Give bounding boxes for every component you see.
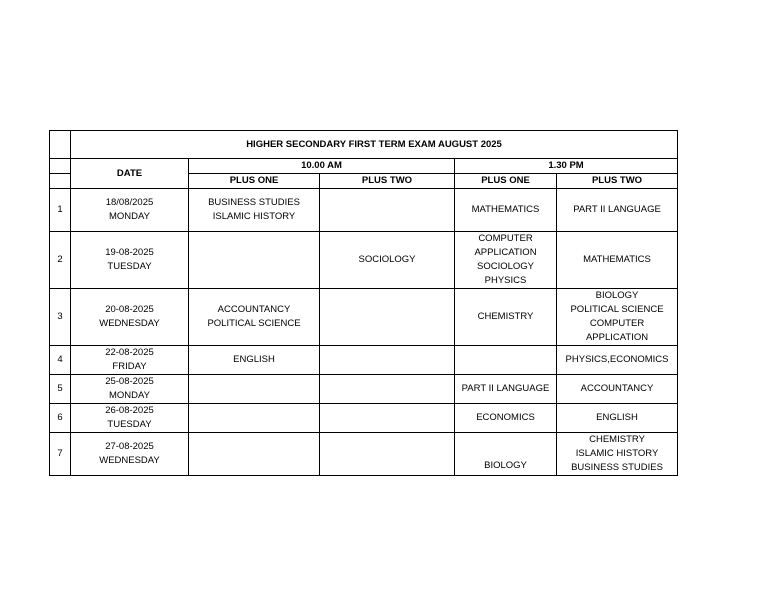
row-number: 7 — [50, 433, 71, 476]
pm-plus-one-subjects — [455, 232, 557, 289]
pm-plus-two-subjects-line: CHEMISTRY — [589, 434, 645, 445]
pm-plus-one-subjects-line: CHEMISTRY — [477, 311, 534, 322]
pm-plus-one-subjects-line: SOCIOLOGY — [476, 261, 534, 272]
am-plus-one-subjects — [189, 433, 320, 476]
am-plus-one-subjects — [189, 375, 320, 404]
am-plus-one-subjects — [189, 189, 320, 232]
pm-plus-one-subjects — [455, 404, 557, 433]
pm-plus-two-subjects — [557, 404, 678, 433]
pm-plus-two-subjects — [557, 433, 678, 476]
exam-day: TUESDAY — [107, 261, 152, 272]
am-plus-one-header: PLUS ONE — [189, 174, 320, 189]
pm-plus-one-subjects-line: APPLICATION — [474, 247, 537, 258]
date-cell — [71, 404, 189, 433]
title-row — [50, 131, 678, 159]
pm-plus-one-subjects-line: MATHEMATICS — [471, 204, 540, 215]
exam-date: 20-08-2025 — [105, 304, 154, 315]
pm-plus-one-subjects — [455, 346, 557, 375]
pm-plus-one-subjects-line: ECONOMICS — [476, 412, 535, 423]
row-number: 1 — [50, 189, 71, 232]
exam-date: 22-08-2025 — [105, 347, 154, 358]
pm-plus-two-subjects — [557, 189, 678, 232]
exam-day: MONDAY — [109, 390, 150, 401]
am-plus-one-subjects-line: ISLAMIC HISTORY — [212, 211, 296, 222]
am-plus-two-header: PLUS TWO — [320, 174, 455, 189]
pm-plus-two-subjects-line: ACCOUNTANCY — [580, 383, 654, 394]
corner-cell — [50, 131, 71, 159]
exam-schedule-table — [49, 130, 678, 476]
corner-cell — [50, 174, 71, 189]
exam-day: WEDNESDAY — [99, 318, 160, 329]
date-cell — [71, 433, 189, 476]
am-plus-two-subjects — [320, 375, 455, 404]
am-plus-two-subjects — [320, 404, 455, 433]
pm-plus-two-subjects — [557, 375, 678, 404]
am-plus-two-subjects — [320, 433, 455, 476]
am-plus-two-subjects — [320, 346, 455, 375]
table-row — [50, 232, 678, 289]
table-row — [50, 404, 678, 433]
date-cell — [71, 346, 189, 375]
pm-plus-two-subjects-line: POLITICAL SCIENCE — [570, 304, 664, 315]
pm-plus-one-subjects-line: COMPUTER — [478, 233, 533, 244]
pm-plus-two-subjects-line: BIOLOGY — [595, 290, 639, 301]
pm-plus-two-subjects — [557, 346, 678, 375]
pm-plus-two-header: PLUS TWO — [557, 174, 678, 189]
exam-date: 25-08-2025 — [105, 376, 154, 387]
row-number: 2 — [50, 232, 71, 289]
exam-date: 27-08-2025 — [105, 441, 154, 452]
exam-date: 18/08/2025 — [105, 197, 154, 208]
exam-date: 26-08-2025 — [105, 405, 154, 416]
corner-cell — [50, 159, 71, 174]
am-plus-two-subjects — [320, 289, 455, 346]
date-cell — [71, 289, 189, 346]
pm-plus-one-subjects — [455, 375, 557, 404]
exam-day: WEDNESDAY — [99, 455, 160, 466]
am-plus-two-subjects-line: SOCIOLOGY — [358, 254, 416, 265]
am-plus-one-subjects-line: BUSINESS STUDIES — [208, 197, 300, 208]
row-number: 6 — [50, 404, 71, 433]
date-cell — [71, 189, 189, 232]
session-am-header: 10.00 AM — [189, 159, 455, 174]
pm-plus-one-subjects-line: PHYSICS — [484, 275, 527, 286]
session-header-row — [50, 159, 678, 174]
session-pm-header: 1.30 PM — [455, 159, 678, 174]
pm-plus-two-subjects-line: PHYSICS,ECONOMICS — [565, 354, 669, 365]
table-row — [50, 375, 678, 404]
pm-plus-two-subjects-line: BUSINESS STUDIES — [571, 462, 663, 473]
am-plus-one-subjects — [189, 346, 320, 375]
am-plus-one-subjects — [189, 232, 320, 289]
am-plus-one-subjects-line: POLITICAL SCIENCE — [207, 318, 301, 329]
am-plus-one-subjects-line: ACCOUNTANCY — [217, 304, 291, 315]
pm-plus-one-header: PLUS ONE — [455, 174, 557, 189]
pm-plus-one-subjects — [455, 289, 557, 346]
pm-plus-two-subjects — [557, 289, 678, 346]
table-title: HIGHER SECONDARY FIRST TERM EXAM AUGUST 2025 — [71, 131, 678, 159]
row-number: 5 — [50, 375, 71, 404]
am-plus-one-subjects — [189, 404, 320, 433]
pm-plus-one-subjects-line: BIOLOGY — [484, 460, 527, 471]
row-number: 4 — [50, 346, 71, 375]
pm-plus-one-subjects — [455, 433, 557, 476]
pm-plus-two-subjects-line: MATHEMATICS — [583, 254, 651, 265]
row-number: 3 — [50, 289, 71, 346]
table-row — [50, 433, 678, 476]
table-row — [50, 346, 678, 375]
am-plus-two-subjects — [320, 232, 455, 289]
pm-plus-two-subjects-line: COMPUTER APPLICATION — [585, 318, 649, 343]
pm-plus-one-subjects — [455, 189, 557, 232]
pm-plus-two-subjects — [557, 232, 678, 289]
table-row — [50, 189, 678, 232]
date-cell — [71, 375, 189, 404]
am-plus-one-subjects-line: ENGLISH — [233, 354, 275, 365]
exam-day: TUESDAY — [107, 419, 152, 430]
pm-plus-two-subjects-line: ENGLISH — [596, 412, 638, 423]
exam-day: FRIDAY — [112, 361, 147, 372]
pm-plus-two-subjects-line: PART II LANGUAGE — [573, 204, 661, 215]
date-header: DATE — [71, 159, 189, 189]
exam-day: MONDAY — [109, 211, 150, 222]
pm-plus-one-subjects-line: PART II LANGUAGE — [461, 383, 550, 394]
exam-date: 19-08-2025 — [105, 247, 154, 258]
table-row — [50, 289, 678, 346]
am-plus-one-subjects — [189, 289, 320, 346]
date-cell — [71, 232, 189, 289]
pm-plus-two-subjects-line: ISLAMIC HISTORY — [575, 448, 659, 459]
am-plus-two-subjects — [320, 189, 455, 232]
